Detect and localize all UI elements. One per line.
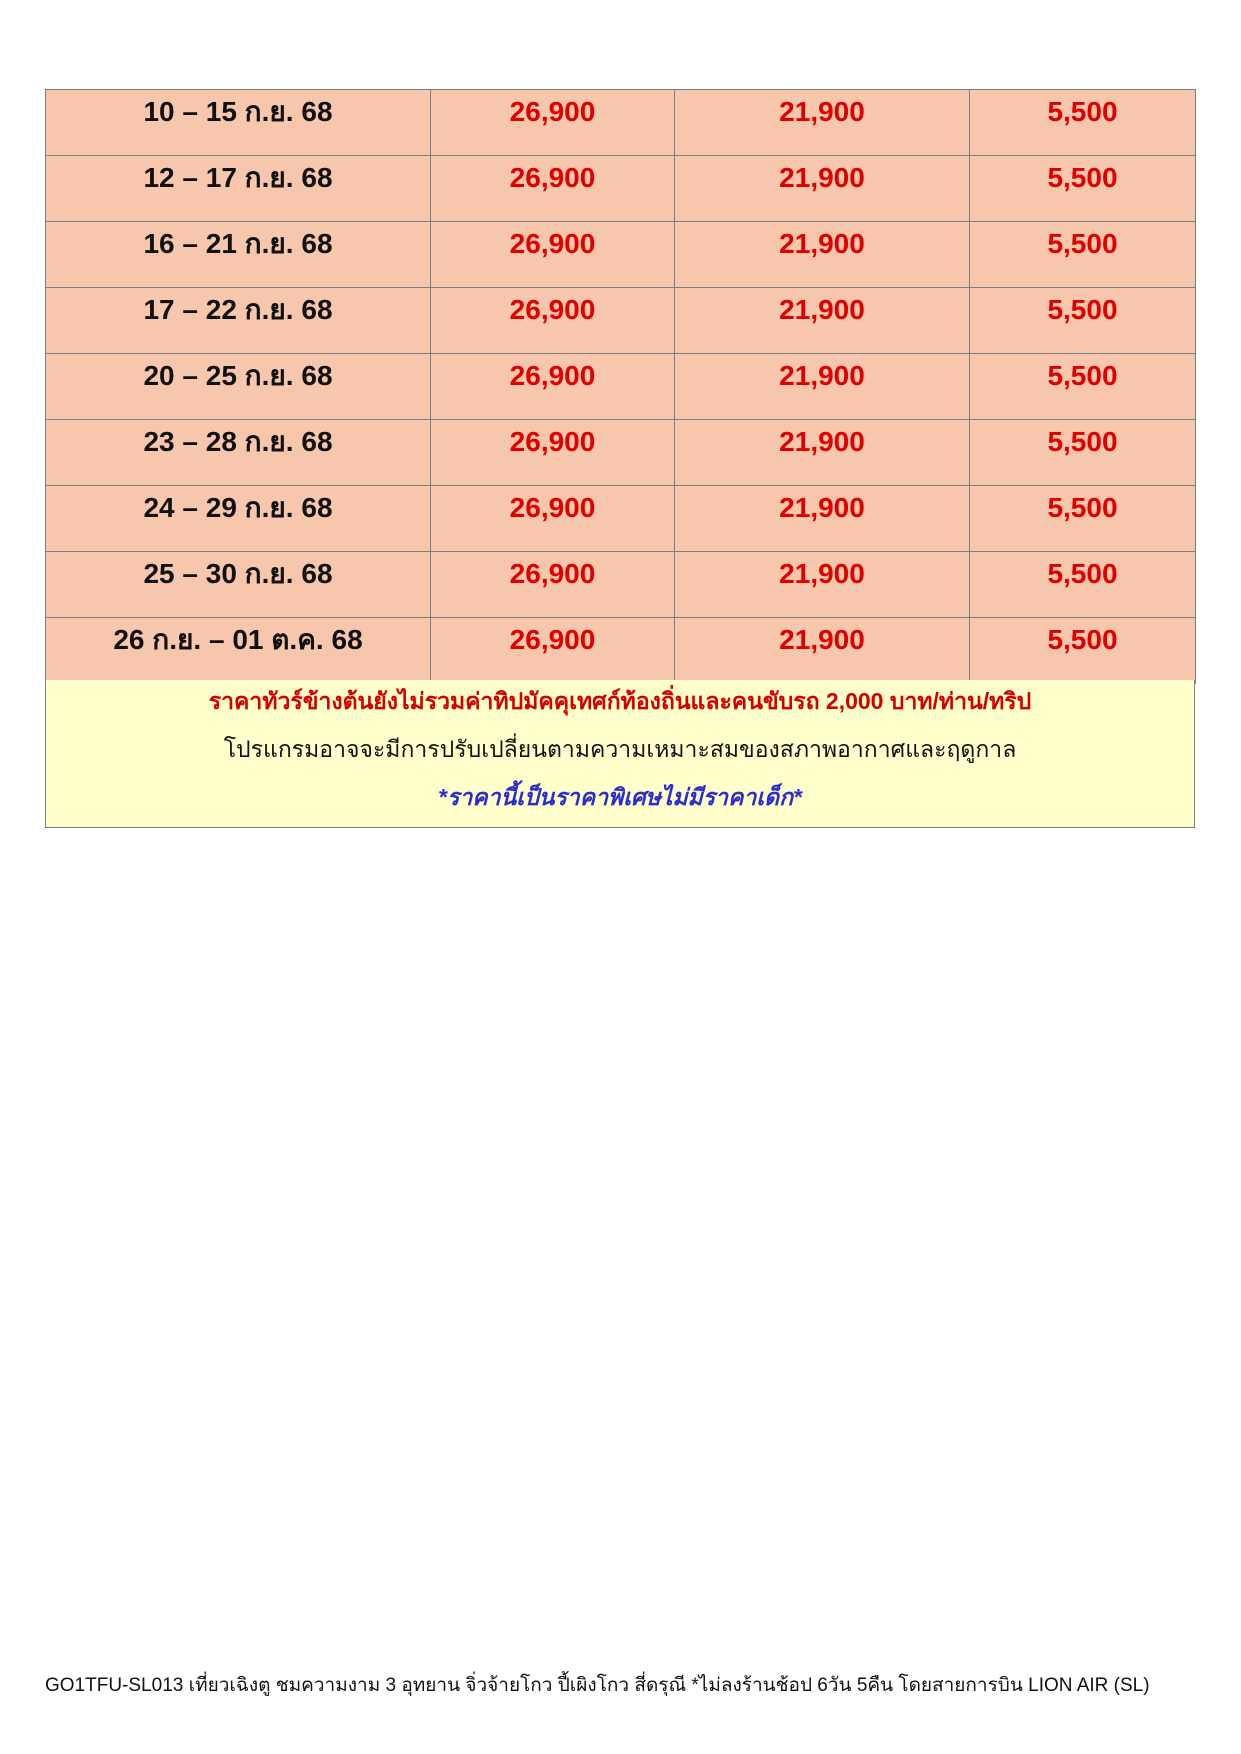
table-row xyxy=(46,552,1196,618)
date-cell: 26 ก.ย. – 01 ต.ค. 68 xyxy=(46,618,431,684)
price-cell: 5,500 xyxy=(970,90,1196,156)
page-footer: GO1TFU-SL013 เที่ยวเฉิงตู ชมความงาม 3 อุทยาน จิ่วจ้ายโกว ปี้เผิงโกว สี่ดรุณี *ไม่ลงร้านช้อป 6วัน 5คืน โดยสายการบิน LION AIR (SL) xyxy=(45,1675,1150,1696)
price-cell: 21,900 xyxy=(675,288,970,354)
price-cell: 21,900 xyxy=(675,156,970,222)
price-table xyxy=(45,89,1196,684)
price-cell: 21,900 xyxy=(675,222,970,288)
table-row xyxy=(46,156,1196,222)
price-cell: 5,500 xyxy=(970,486,1196,552)
price-cell: 5,500 xyxy=(970,420,1196,486)
price-cell: 21,900 xyxy=(675,354,970,420)
date-cell: 12 – 17 ก.ย. 68 xyxy=(46,156,431,222)
table-row xyxy=(46,354,1196,420)
price-cell: 5,500 xyxy=(970,156,1196,222)
price-cell: 5,500 xyxy=(970,222,1196,288)
price-cell: 26,900 xyxy=(431,90,675,156)
tip-note: ราคาทัวร์ข้างต้นยังไม่รวมค่าทิปมัคคุเทศก์ท้องถิ่นและคนขับรถ 2,000 บาท/ท่าน/ทริป xyxy=(208,688,1032,714)
price-cell: 21,900 xyxy=(675,90,970,156)
price-cell: 26,900 xyxy=(431,420,675,486)
date-cell: 25 – 30 ก.ย. 68 xyxy=(46,552,431,618)
table-row xyxy=(46,618,1196,684)
program-change-note: โปรแกรมอาจจะมีการปรับเปลี่ยนตามความเหมาะสมของสภาพอากาศและฤดูกาล xyxy=(223,736,1017,762)
date-cell: 17 – 22 ก.ย. 68 xyxy=(46,288,431,354)
date-cell: 24 – 29 ก.ย. 68 xyxy=(46,486,431,552)
table-row xyxy=(46,222,1196,288)
table-row xyxy=(46,288,1196,354)
price-cell: 26,900 xyxy=(431,354,675,420)
special-price-note: *ราคานี้เป็นราคาพิเศษไม่มีราคาเด็ก* xyxy=(438,784,802,810)
price-notes-box xyxy=(45,680,1195,828)
price-cell: 21,900 xyxy=(675,618,970,684)
price-cell: 5,500 xyxy=(970,354,1196,420)
price-cell: 21,900 xyxy=(675,420,970,486)
date-cell: 10 – 15 ก.ย. 68 xyxy=(46,90,431,156)
price-cell: 5,500 xyxy=(970,288,1196,354)
date-cell: 20 – 25 ก.ย. 68 xyxy=(46,354,431,420)
price-cell: 5,500 xyxy=(970,618,1196,684)
price-cell: 5,500 xyxy=(970,552,1196,618)
table-row xyxy=(46,420,1196,486)
price-cell: 26,900 xyxy=(431,222,675,288)
date-cell: 23 – 28 ก.ย. 68 xyxy=(46,420,431,486)
price-cell: 21,900 xyxy=(675,552,970,618)
date-cell: 16 – 21 ก.ย. 68 xyxy=(46,222,431,288)
price-cell: 26,900 xyxy=(431,288,675,354)
price-cell: 26,900 xyxy=(431,486,675,552)
table-row xyxy=(46,486,1196,552)
price-cell: 21,900 xyxy=(675,486,970,552)
price-cell: 26,900 xyxy=(431,552,675,618)
price-cell: 26,900 xyxy=(431,156,675,222)
price-table-body xyxy=(46,90,1196,684)
price-cell: 26,900 xyxy=(431,618,675,684)
table-row xyxy=(46,90,1196,156)
